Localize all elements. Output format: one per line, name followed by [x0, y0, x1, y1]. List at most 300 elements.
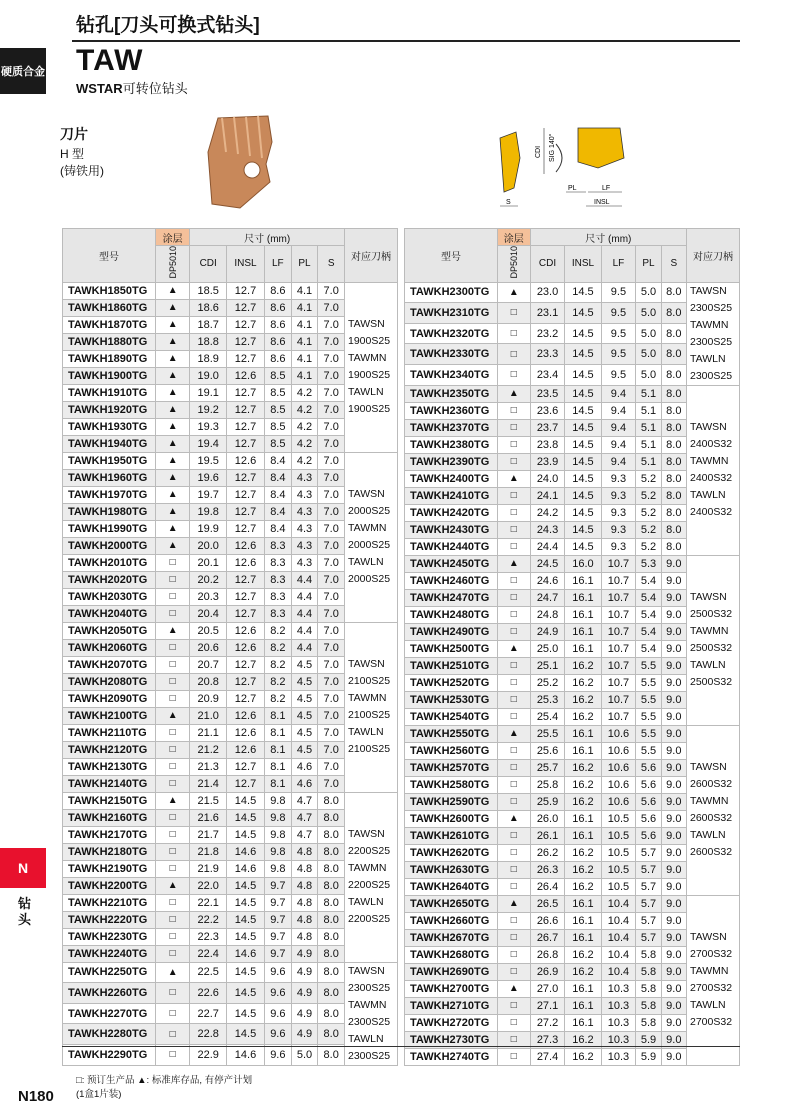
cell-cdi: 24.2 — [530, 504, 565, 521]
cell-model: TAWKH2530TG — [405, 691, 498, 708]
cell-insl: 14.5 — [565, 521, 601, 538]
cell-pl: 4.1 — [291, 282, 318, 299]
cell-model: TAWKH2170TG — [63, 826, 156, 843]
cell-lf: 8.5 — [265, 435, 292, 452]
cell-insl: 14.6 — [227, 1044, 265, 1065]
cell-stock-status: □ — [498, 1048, 531, 1065]
cell-lf: 9.4 — [601, 436, 636, 453]
cell-pl: 4.5 — [291, 724, 318, 741]
cell-model: TAWKH2490TG — [405, 623, 498, 640]
cell-model: TAWKH2390TG — [405, 453, 498, 470]
cell-s: 9.0 — [661, 589, 686, 606]
cell-model: TAWKH1950TG — [63, 452, 156, 469]
cell-insl: 12.7 — [227, 316, 265, 333]
cell-stock-status: ▲ — [156, 486, 190, 503]
cell-s: 7.0 — [318, 367, 345, 384]
cell-cdi: 18.8 — [190, 333, 227, 350]
cell-model: TAWKH2160TG — [63, 809, 156, 826]
cell-lf: 8.2 — [265, 673, 292, 690]
cell-lf: 8.6 — [265, 282, 292, 299]
cell-pl: 5.4 — [636, 640, 661, 657]
cell-model: TAWKH2690TG — [405, 963, 498, 980]
cell-cdi: 24.0 — [530, 470, 565, 487]
cell-pl: 5.5 — [636, 742, 661, 759]
header-col-s: S — [318, 246, 345, 283]
cell-s: 7.0 — [318, 316, 345, 333]
cell-insl: 14.5 — [565, 344, 601, 365]
cell-pl: 4.7 — [291, 809, 318, 826]
diagram-label-sig: SIG 140° — [549, 133, 556, 162]
header-coating: 涂层 — [498, 229, 531, 246]
cell-stock-status: □ — [498, 793, 531, 810]
cell-lf: 9.5 — [601, 344, 636, 365]
header-model: 型号 — [63, 229, 156, 283]
cell-pl: 5.2 — [636, 504, 661, 521]
cell-s: 7.0 — [318, 486, 345, 503]
cell-s: 9.0 — [661, 997, 686, 1014]
cell-lf: 8.3 — [265, 554, 292, 571]
cell-lf: 9.7 — [265, 928, 292, 945]
cell-lf: 10.3 — [601, 997, 636, 1014]
cell-s: 9.0 — [661, 572, 686, 589]
cell-lf: 10.6 — [601, 793, 636, 810]
cell-cdi: 19.4 — [190, 435, 227, 452]
cell-pl: 5.1 — [636, 453, 661, 470]
cell-stock-status: □ — [498, 436, 531, 453]
cell-lf: 10.5 — [601, 810, 636, 827]
cell-cdi: 20.2 — [190, 571, 227, 588]
header-col-lf: LF — [265, 246, 292, 283]
cell-cdi: 27.2 — [530, 1014, 565, 1031]
cell-lf: 8.4 — [265, 469, 292, 486]
cell-stock-status: ▲ — [156, 299, 190, 316]
cell-insl: 14.5 — [565, 453, 601, 470]
footnote — [76, 1074, 252, 1102]
cell-cdi: 20.9 — [190, 690, 227, 707]
cell-holder: TAWSN 2000S25 TAWMN 2000S25 TAWLN 2000S25 — [345, 452, 398, 622]
cell-insl: 16.2 — [565, 657, 601, 674]
cell-stock-status: □ — [156, 571, 190, 588]
cell-lf: 10.6 — [601, 742, 636, 759]
cell-stock-status: ▲ — [156, 418, 190, 435]
cell-insl: 12.7 — [227, 503, 265, 520]
cell-insl: 12.7 — [227, 520, 265, 537]
cell-cdi: 21.3 — [190, 758, 227, 775]
cell-s: 7.0 — [318, 418, 345, 435]
cell-pl: 4.2 — [291, 401, 318, 418]
cell-s: 8.0 — [318, 945, 345, 962]
cell-stock-status: ▲ — [156, 367, 190, 384]
cell-lf: 8.2 — [265, 690, 292, 707]
cell-pl: 5.0 — [636, 364, 661, 385]
cell-s: 9.0 — [661, 980, 686, 997]
cell-s: 9.0 — [661, 623, 686, 640]
cell-lf: 8.1 — [265, 724, 292, 741]
cell-stock-status: □ — [498, 487, 531, 504]
cell-insl: 14.5 — [227, 792, 265, 809]
cell-lf: 9.6 — [265, 983, 292, 1004]
cell-stock-status: □ — [498, 344, 531, 365]
cell-pl: 5.5 — [636, 708, 661, 725]
cell-insl: 12.7 — [227, 588, 265, 605]
table-row — [405, 895, 740, 912]
cell-cdi: 26.9 — [530, 963, 565, 980]
table-row — [63, 792, 398, 809]
cell-model: TAWKH2670TG — [405, 929, 498, 946]
cell-pl: 5.0 — [636, 344, 661, 365]
cell-s: 7.0 — [318, 622, 345, 639]
cell-insl: 12.6 — [227, 622, 265, 639]
cell-stock-status: ▲ — [156, 877, 190, 894]
cell-cdi: 21.2 — [190, 741, 227, 758]
cell-model: TAWKH2370TG — [405, 419, 498, 436]
cell-s: 7.0 — [318, 350, 345, 367]
cell-stock-status: □ — [156, 690, 190, 707]
cell-pl: 5.8 — [636, 1014, 661, 1031]
cell-cdi: 19.9 — [190, 520, 227, 537]
cell-cdi: 25.8 — [530, 776, 565, 793]
cell-insl: 12.7 — [227, 469, 265, 486]
cell-model: TAWKH2640TG — [405, 878, 498, 895]
cell-stock-status: □ — [156, 673, 190, 690]
cell-cdi: 25.5 — [530, 725, 565, 742]
cell-stock-status: □ — [498, 691, 531, 708]
table-row — [63, 622, 398, 639]
cell-insl: 14.5 — [565, 436, 601, 453]
cell-stock-status: ▲ — [498, 895, 531, 912]
cell-s: 8.0 — [661, 344, 686, 365]
cell-pl: 4.4 — [291, 639, 318, 656]
cell-holder: TAWSN 2300S25 TAWMN 2300S25 TAWLN 2300S25 — [687, 282, 740, 385]
cell-model: TAWKH2220TG — [63, 911, 156, 928]
cell-pl: 4.2 — [291, 384, 318, 401]
cell-lf: 10.4 — [601, 912, 636, 929]
cell-model: TAWKH2740TG — [405, 1048, 498, 1065]
cell-stock-status: □ — [498, 623, 531, 640]
cell-insl: 16.1 — [565, 725, 601, 742]
cell-s: 7.0 — [318, 571, 345, 588]
cell-stock-status: ▲ — [156, 401, 190, 418]
cell-s: 8.0 — [661, 303, 686, 324]
cell-model: TAWKH2500TG — [405, 640, 498, 657]
cell-stock-status: □ — [498, 419, 531, 436]
cell-insl: 14.5 — [227, 928, 265, 945]
cell-model: TAWKH2320TG — [405, 323, 498, 344]
cell-stock-status: ▲ — [156, 316, 190, 333]
cell-pl: 5.1 — [636, 419, 661, 436]
cell-model: TAWKH1870TG — [63, 316, 156, 333]
cell-cdi: 21.1 — [190, 724, 227, 741]
cell-cdi: 22.3 — [190, 928, 227, 945]
cell-s: 9.0 — [661, 912, 686, 929]
cell-stock-status: ▲ — [498, 810, 531, 827]
cell-cdi: 25.6 — [530, 742, 565, 759]
cell-insl: 12.7 — [227, 656, 265, 673]
cell-s: 8.0 — [318, 1024, 345, 1045]
cell-s: 8.0 — [318, 792, 345, 809]
cell-model: TAWKH2580TG — [405, 776, 498, 793]
side-tab-n: N — [0, 848, 46, 888]
cell-model: TAWKH2540TG — [405, 708, 498, 725]
cell-stock-status: □ — [156, 928, 190, 945]
cell-stock-status: ▲ — [156, 384, 190, 401]
cell-cdi: 22.7 — [190, 1003, 227, 1024]
cell-lf: 9.6 — [265, 1044, 292, 1065]
cell-stock-status: □ — [156, 809, 190, 826]
cell-insl: 12.6 — [227, 639, 265, 656]
cell-lf: 9.8 — [265, 792, 292, 809]
cell-model: TAWKH2680TG — [405, 946, 498, 963]
cell-model: TAWKH2630TG — [405, 861, 498, 878]
cell-pl: 5.2 — [636, 470, 661, 487]
diagram-label-cdi: CDI — [535, 145, 542, 158]
cell-lf: 9.3 — [601, 521, 636, 538]
cell-lf: 8.2 — [265, 656, 292, 673]
cell-lf: 10.6 — [601, 776, 636, 793]
cell-s: 7.0 — [318, 554, 345, 571]
cell-model: TAWKH2200TG — [63, 877, 156, 894]
cell-pl: 4.9 — [291, 983, 318, 1004]
cell-model: TAWKH2550TG — [405, 725, 498, 742]
cell-s: 8.0 — [318, 894, 345, 911]
cell-lf: 9.4 — [601, 402, 636, 419]
cell-stock-status: ▲ — [498, 282, 531, 303]
cell-lf: 9.4 — [601, 453, 636, 470]
cell-lf: 10.7 — [601, 657, 636, 674]
cell-s: 7.0 — [318, 673, 345, 690]
cell-insl: 16.1 — [565, 606, 601, 623]
cell-lf: 8.6 — [265, 333, 292, 350]
cell-insl: 14.5 — [227, 911, 265, 928]
cell-model: TAWKH2570TG — [405, 759, 498, 776]
cell-model: TAWKH2720TG — [405, 1014, 498, 1031]
cell-stock-status: □ — [498, 657, 531, 674]
cell-insl: 16.2 — [565, 861, 601, 878]
cell-model: TAWKH2280TG — [63, 1024, 156, 1045]
cell-holder: TAWSN 2500S32 TAWMN 2500S32 TAWLN 2500S32 — [687, 555, 740, 725]
cell-lf: 9.3 — [601, 538, 636, 555]
cell-model: TAWKH2110TG — [63, 724, 156, 741]
cell-cdi: 22.5 — [190, 962, 227, 983]
cell-pl: 4.8 — [291, 843, 318, 860]
cell-pl: 4.2 — [291, 418, 318, 435]
cell-pl: 4.2 — [291, 452, 318, 469]
header-col-lf: LF — [601, 246, 636, 283]
cell-s: 7.0 — [318, 758, 345, 775]
diagram-label-insl: INSL — [594, 199, 610, 206]
cell-stock-status: □ — [498, 827, 531, 844]
cell-cdi: 21.8 — [190, 843, 227, 860]
cell-cdi: 18.6 — [190, 299, 227, 316]
cell-lf: 8.1 — [265, 758, 292, 775]
cell-cdi: 23.5 — [530, 385, 565, 402]
cell-model: TAWKH2250TG — [63, 962, 156, 983]
header-col-insl: INSL — [227, 246, 265, 283]
cell-pl: 4.5 — [291, 707, 318, 724]
insert-type-block — [60, 146, 104, 180]
cell-pl: 4.4 — [291, 605, 318, 622]
cell-s: 8.0 — [661, 487, 686, 504]
cell-pl: 4.8 — [291, 860, 318, 877]
spec-table-left — [62, 228, 398, 1066]
header-dims: 尺寸 (mm) — [190, 229, 345, 246]
cell-insl: 16.1 — [565, 1014, 601, 1031]
cell-stock-status: ▲ — [498, 725, 531, 742]
header-grade — [156, 246, 190, 283]
cell-s: 7.0 — [318, 588, 345, 605]
top-divider — [72, 40, 740, 42]
cell-cdi: 21.6 — [190, 809, 227, 826]
cell-holder: TAWSN 2400S32 TAWMN 2400S32 TAWLN 2400S32 — [687, 385, 740, 555]
header-coating: 涂层 — [156, 229, 190, 246]
table-row — [405, 282, 740, 303]
cell-cdi: 23.9 — [530, 453, 565, 470]
cell-cdi: 23.8 — [530, 436, 565, 453]
cell-cdi: 27.1 — [530, 997, 565, 1014]
cell-cdi: 26.7 — [530, 929, 565, 946]
cell-insl: 12.6 — [227, 741, 265, 758]
cell-pl: 4.6 — [291, 775, 318, 792]
cell-cdi: 24.7 — [530, 589, 565, 606]
cell-s: 8.0 — [318, 1044, 345, 1065]
cell-stock-status: □ — [498, 323, 531, 344]
cell-s: 9.0 — [661, 742, 686, 759]
cell-stock-status: □ — [156, 1003, 190, 1024]
cell-model: TAWKH2440TG — [405, 538, 498, 555]
cell-cdi: 22.2 — [190, 911, 227, 928]
series-desc: 可转位钻头 — [122, 81, 188, 96]
cell-stock-status: □ — [156, 724, 190, 741]
cell-s: 7.0 — [318, 656, 345, 673]
cell-pl: 4.8 — [291, 877, 318, 894]
cell-insl: 14.5 — [565, 538, 601, 555]
cell-cdi: 22.6 — [190, 983, 227, 1004]
cell-insl: 16.2 — [565, 878, 601, 895]
table-row — [405, 555, 740, 572]
table-row — [63, 452, 398, 469]
cell-lf: 8.5 — [265, 384, 292, 401]
cell-cdi: 18.7 — [190, 316, 227, 333]
cell-lf: 9.7 — [265, 945, 292, 962]
cell-cdi: 19.0 — [190, 367, 227, 384]
cell-cdi: 19.2 — [190, 401, 227, 418]
cell-pl: 5.1 — [636, 385, 661, 402]
section-title: 钻孔[刀头可换式钻头] — [76, 15, 260, 36]
cell-lf: 9.7 — [265, 877, 292, 894]
cell-insl: 16.2 — [565, 793, 601, 810]
cell-pl: 4.8 — [291, 928, 318, 945]
header-col-pl: PL — [636, 246, 661, 283]
cell-stock-status: ▲ — [156, 503, 190, 520]
cell-s: 8.0 — [318, 877, 345, 894]
cell-stock-status: □ — [498, 861, 531, 878]
cell-s: 9.0 — [661, 640, 686, 657]
cell-lf: 10.5 — [601, 844, 636, 861]
cell-insl: 12.7 — [227, 605, 265, 622]
cell-lf: 8.3 — [265, 605, 292, 622]
cell-s: 9.0 — [661, 946, 686, 963]
cell-cdi: 24.3 — [530, 521, 565, 538]
drill-diagram — [490, 118, 640, 218]
cell-stock-status: ▲ — [156, 707, 190, 724]
cell-stock-status: □ — [498, 708, 531, 725]
cell-insl: 14.5 — [227, 1024, 265, 1045]
cell-s: 9.0 — [661, 776, 686, 793]
cell-stock-status: ▲ — [498, 980, 531, 997]
cell-model: TAWKH2610TG — [405, 827, 498, 844]
cell-s: 9.0 — [661, 555, 686, 572]
cell-pl: 5.4 — [636, 606, 661, 623]
cell-cdi: 27.4 — [530, 1048, 565, 1065]
cell-holder: TAWSN 2200S25 TAWMN 2200S25 TAWLN 2200S25 — [345, 792, 398, 962]
cell-stock-status: ▲ — [498, 470, 531, 487]
cell-s: 8.0 — [661, 282, 686, 303]
cell-cdi: 20.5 — [190, 622, 227, 639]
cell-model: TAWKH2730TG — [405, 1031, 498, 1048]
cell-s: 9.0 — [661, 878, 686, 895]
cell-insl: 12.7 — [227, 418, 265, 435]
cell-insl: 14.5 — [227, 962, 265, 983]
cell-pl: 4.4 — [291, 571, 318, 588]
header-col-cdi: CDI — [530, 246, 565, 283]
cell-model: TAWKH2150TG — [63, 792, 156, 809]
cell-lf: 9.8 — [265, 826, 292, 843]
cell-s: 9.0 — [661, 674, 686, 691]
cell-lf: 10.6 — [601, 725, 636, 742]
cell-model: TAWKH2480TG — [405, 606, 498, 623]
cell-insl: 16.1 — [565, 572, 601, 589]
header-holder: 对应刀柄 — [687, 229, 740, 283]
cell-lf: 10.7 — [601, 555, 636, 572]
cell-stock-status: □ — [156, 605, 190, 622]
cell-insl: 12.6 — [227, 537, 265, 554]
cell-insl: 16.2 — [565, 844, 601, 861]
cell-insl: 16.1 — [565, 895, 601, 912]
cell-model: TAWKH1890TG — [63, 350, 156, 367]
cell-s: 8.0 — [661, 470, 686, 487]
cell-s: 7.0 — [318, 435, 345, 452]
cell-stock-status: □ — [498, 1014, 531, 1031]
cell-holder: TAWSN 2300S25 TAWMN 2300S25 TAWLN 2300S25 — [345, 962, 398, 1065]
cell-cdi: 21.9 — [190, 860, 227, 877]
cell-stock-status: ▲ — [156, 282, 190, 299]
cell-s: 7.0 — [318, 452, 345, 469]
cell-cdi: 18.5 — [190, 282, 227, 299]
cell-insl: 16.1 — [565, 640, 601, 657]
cell-model: TAWKH2060TG — [63, 639, 156, 656]
cell-lf: 10.7 — [601, 674, 636, 691]
insert-image — [200, 112, 280, 212]
cell-pl: 4.9 — [291, 962, 318, 983]
cell-stock-status: □ — [156, 758, 190, 775]
cell-model: TAWKH2130TG — [63, 758, 156, 775]
table-row — [405, 385, 740, 402]
cell-cdi: 20.3 — [190, 588, 227, 605]
cell-pl: 4.3 — [291, 503, 318, 520]
cell-insl: 12.7 — [227, 758, 265, 775]
cell-model: TAWKH2660TG — [405, 912, 498, 929]
cell-stock-status: ▲ — [156, 469, 190, 486]
cell-cdi: 21.0 — [190, 707, 227, 724]
cell-stock-status: □ — [156, 639, 190, 656]
cell-stock-status: □ — [498, 776, 531, 793]
cell-stock-status: □ — [156, 911, 190, 928]
cell-lf: 8.1 — [265, 707, 292, 724]
cell-cdi: 23.7 — [530, 419, 565, 436]
cell-cdi: 20.6 — [190, 639, 227, 656]
cell-insl: 16.1 — [565, 742, 601, 759]
cell-stock-status: ▲ — [156, 537, 190, 554]
